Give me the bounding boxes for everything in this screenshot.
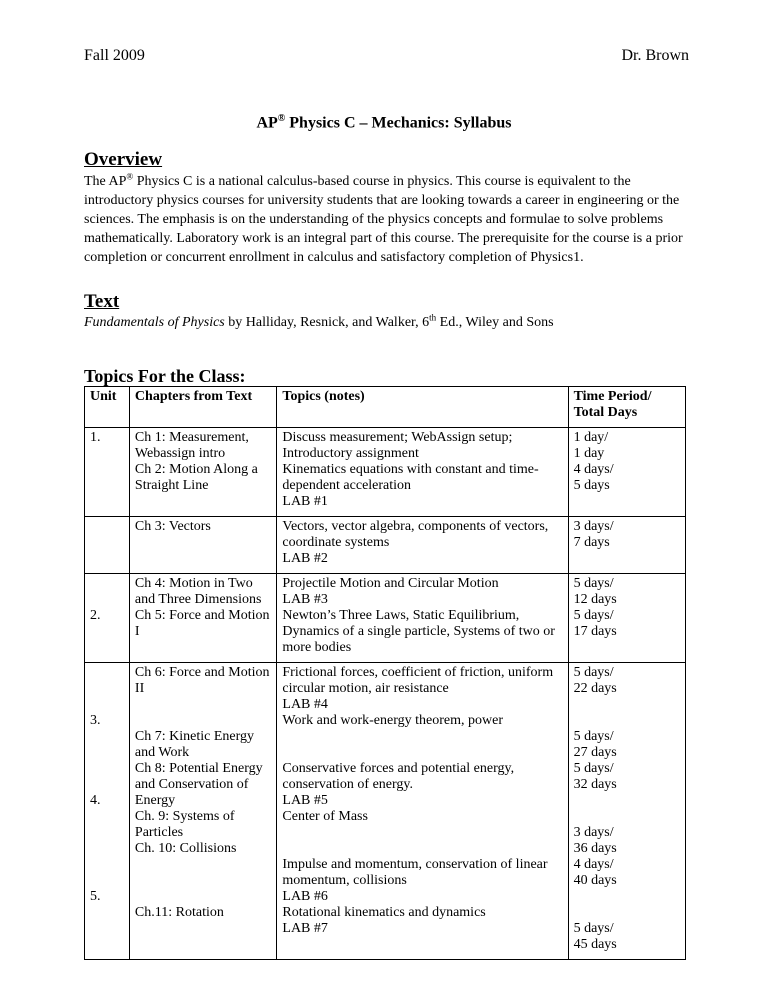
time-cell: 1 day/ 1 day 4 days/ 5 days: [568, 428, 685, 517]
semester-label: Fall 2009: [84, 47, 145, 64]
topics-cell: Projectile Motion and Circular Motion LAB #3 Newton’s Three Laws, Static Equilibrium, Dynamics of a single particle, Systems of two or more bodies: [277, 574, 568, 663]
instructor-name: Dr. Brown: [621, 47, 689, 64]
table-header-row: [85, 387, 686, 428]
table-row: [85, 428, 686, 517]
topics-table: [84, 386, 686, 960]
table-row: [85, 663, 686, 960]
overview-heading: Overview: [84, 149, 163, 170]
chapters-cell: Ch 3: Vectors: [129, 517, 276, 574]
time-cell: 3 days/ 7 days: [568, 517, 685, 574]
unit-cell: 2.: [85, 574, 130, 663]
topics-cell: Frictional forces, coefficient of friction, uniform circular motion, air resistance LAB #4 Work and work-energy theorem, power Conservative forces and potential energy, conservation of energy. LAB #5 Center of Mass Impulse and momentum, conservation of linear momentum, collisions LAB #6 Rotational kinematics and dynamics LAB #7: [277, 663, 568, 960]
col-header-unit: Unit: [85, 387, 130, 428]
chapters-cell: Ch 4: Motion in Two and Three Dimensions Ch 5: Force and Motion I: [129, 574, 276, 663]
chapters-cell: Ch 1: Measurement, Webassign intro Ch 2: Motion Along a Straight Line: [129, 428, 276, 517]
chapters-cell: Ch 6: Force and Motion II Ch 7: Kinetic Energy and Work Ch 8: Potential Energy and Conservation of Energy Ch. 9: Systems of Particles Ch. 10: Collisions Ch.11: Rotation: [129, 663, 276, 960]
unit-cell: 1.: [85, 428, 130, 517]
time-cell: 5 days/ 22 days 5 days/ 27 days 5 days/ 32 days 3 days/ 36 days 4 days/ 40 days 5 days/ 45 days: [568, 663, 685, 960]
page-title: AP® Physics C – Mechanics: Syllabus: [256, 113, 512, 132]
textbook-citation: Fundamentals of Physics by Halliday, Resnick, and Walker, 6th Ed., Wiley and Sons: [84, 312, 554, 330]
table-row: [85, 517, 686, 574]
text-heading: Text: [84, 291, 120, 312]
overview-paragraph: The AP® Physics C is a national calculus-based course in physics. This course is equivalent to the introductory physics courses for university students that are looking towards a career in engineering or the sciences. The emphasis is on the understanding of the physics concepts and formulae to solve problems mathematically. Laboratory work is an integral part of this course. The prerequisite for the course is a prior completion or concurrent enrollment in calculus and satisfactory completion of Physics1.: [84, 171, 683, 265]
time-cell: 5 days/ 12 days 5 days/ 17 days: [568, 574, 685, 663]
registered-mark: ®: [277, 113, 286, 124]
col-header-time: Time Period/ Total Days: [568, 387, 685, 428]
unit-cell: [85, 517, 130, 574]
topics-heading: Topics For the Class:: [84, 366, 246, 386]
book-title: Fundamentals of Physics: [84, 315, 225, 330]
topics-cell: Discuss measurement; WebAssign setup; Introductory assignment Kinematics equations with constant and time-dependent acceleration LAB #1: [277, 428, 568, 517]
col-header-chapters: Chapters from Text: [129, 387, 276, 428]
table-row: [85, 574, 686, 663]
col-header-topics: Topics (notes): [277, 387, 568, 428]
topics-cell: Vectors, vector algebra, components of vectors, coordinate systems LAB #2: [277, 517, 568, 574]
unit-cell: 3. 4. 5.: [85, 663, 130, 960]
